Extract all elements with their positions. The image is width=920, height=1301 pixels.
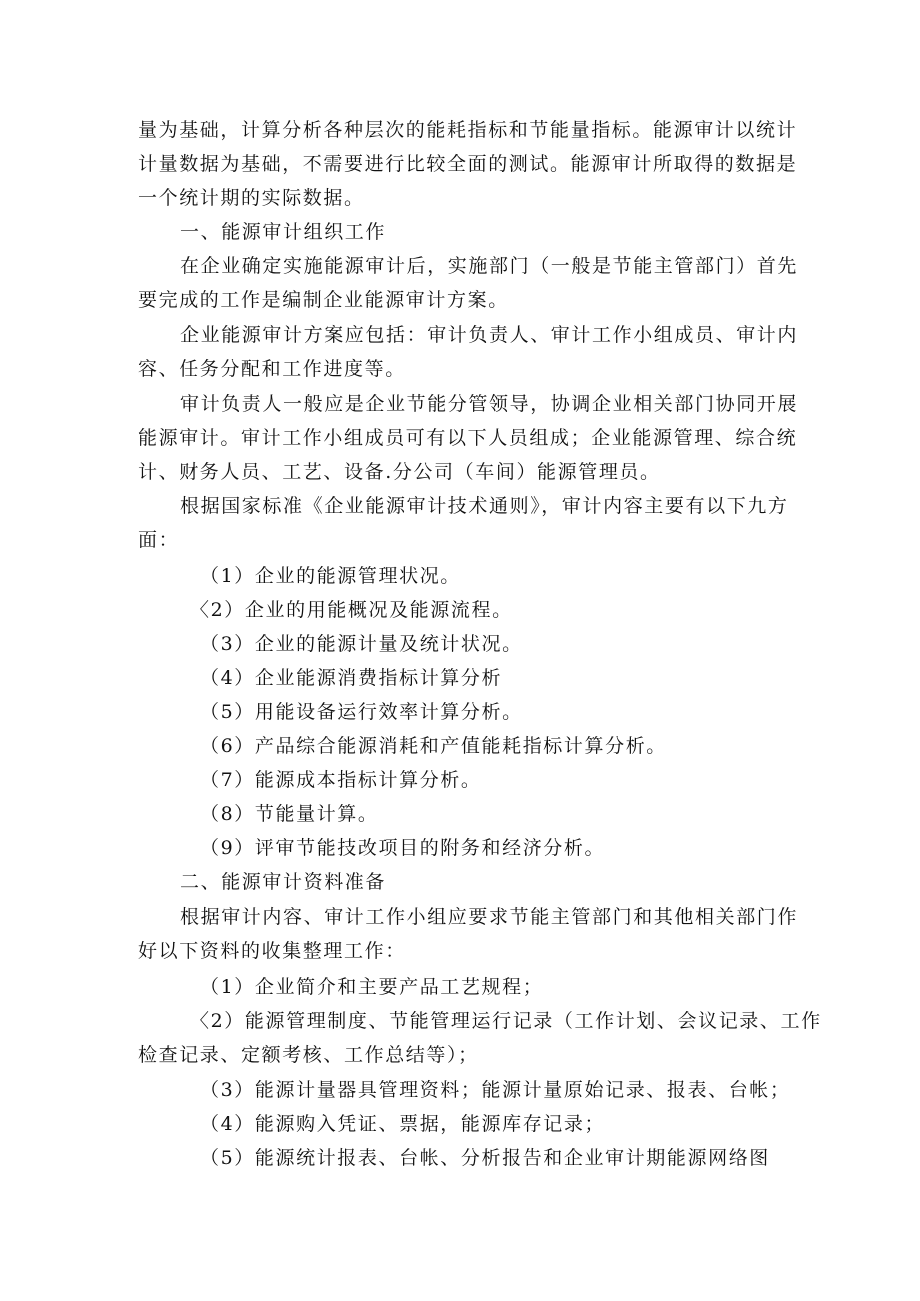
section-1-paragraph-1-line-1: 在企业确定实施能源审计后，实施部门（一般是节能主管部门）首先	[180, 255, 799, 277]
list-item: （4）企业能源消费指标计算分析	[200, 667, 503, 689]
list-item: （5）用能设备运行效率计算分析。	[200, 701, 523, 723]
section-2-paragraph-1-line-2: 好以下资料的收集整理工作：	[138, 940, 406, 962]
intro-line-2: 计量数据为基础，不需要进行比较全面的测试。能源审计所取得的数据是	[138, 153, 798, 175]
section-1-paragraph-1-line-2: 要完成的工作是编制企业能源审计方案。	[138, 289, 509, 311]
list-item: （5）能源统计报表、台帐、分析报告和企业审计期能源网络图	[200, 1147, 770, 1169]
section-1-paragraph-3-line-1: 审计负责人一般应是企业节能分管领导，协调企业相关部门协同开展	[180, 393, 799, 415]
list-item: （4）能源购入凭证、票据，能源库存记录；	[200, 1113, 606, 1135]
intro-line-1: 量为基础，计算分析各种层次的能耗指标和节能量指标。能源审计以统计	[138, 119, 798, 141]
list-item: （3）企业的能源计量及统计状况。	[200, 633, 523, 655]
list-item: （7）能源成本指标计算分析。	[200, 769, 482, 791]
list-item: 〈2）企业的用能概况及能源流程。	[190, 599, 513, 621]
section-1-paragraph-4-line-1: 根据国家标准《企业能源审计技术通则》，审计内容主要有以下九方	[180, 495, 789, 517]
list-item: （6）产品综合能源消耗和产值能耗指标计算分析。	[200, 735, 667, 757]
list-item: 〈2）能源管理制度、节能管理运行记录（工作计划、会议记录、工作	[190, 1010, 822, 1032]
list-item: （1）企业的能源管理状况。	[200, 565, 461, 587]
section-1-heading: 一、能源审计组织工作	[180, 221, 387, 243]
intro-line-3: 一个统计期的实际数据。	[138, 187, 365, 209]
list-item: （3）能源计量器具管理资料；能源计量原始记录、报表、台帐；	[200, 1079, 791, 1101]
section-2-heading: 二、能源审计资料准备	[180, 871, 387, 893]
list-item: （8）节能量计算。	[200, 803, 379, 825]
section-1-paragraph-3-line-3: 计、财务人员、工艺、设备.分公司（车间）能源管理员。	[138, 461, 661, 483]
list-item-continuation: 检查记录、定额考核、工作总结等）；	[138, 1044, 479, 1066]
list-item: （9）评审节能技改项目的附务和经济分析。	[200, 837, 606, 859]
list-item: （1）企业简介和主要产品工艺规程；	[200, 976, 544, 998]
section-1-paragraph-3-line-2: 能源审计。审计工作小组成员可有以下人员组成；企业能源管理、综合统	[138, 427, 798, 449]
section-1-paragraph-4-line-2: 面：	[138, 529, 180, 551]
section-2-paragraph-1-line-1: 根据审计内容、审计工作小组应要求节能主管部门和其他相关部门作	[180, 906, 799, 928]
section-1-paragraph-2-line-2: 容、任务分配和工作进度等。	[138, 358, 406, 380]
section-1-paragraph-2-line-1: 企业能源审计方案应包括：审计负责人、审计工作小组成员、审计内	[180, 324, 799, 346]
